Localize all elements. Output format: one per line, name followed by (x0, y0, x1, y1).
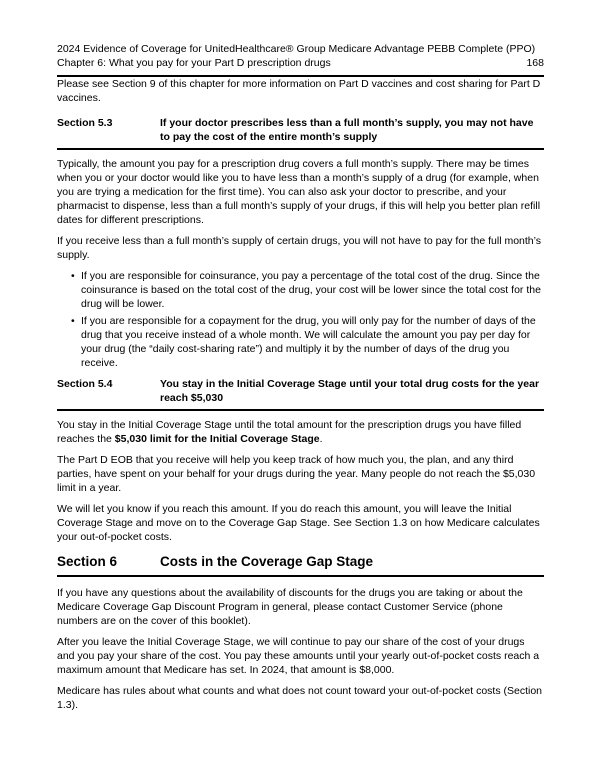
paragraph-text: . (319, 433, 323, 445)
list-item: • If you are responsible for coinsurance, you pay a percentage of the total cost of the drug. Since the coinsurance is based on the total cost of the drug, your cost will be lower since the total cost for the drug will be lower. (71, 269, 544, 311)
section-5-3-label: Section 5.3 (57, 117, 113, 129)
bold-limit-text: $5,030 limit for the Initial Coverage Stage (114, 433, 320, 445)
section-6-heading (57, 553, 544, 577)
section-5-4-label: Section 5.4 (57, 378, 113, 390)
header-meta-row (57, 56, 544, 70)
section-5-4-heading (57, 377, 544, 411)
section-6-title: Costs in the Coverage Gap Stage (160, 554, 374, 569)
section-5-3-title: If your doctor prescribes less than a full month’s supply, you may not have to pay the cost of the entire month’s supply (160, 117, 534, 143)
paragraph: If you have any questions about the availability of discounts for the drugs you are taking or about the Medicare Coverage Gap Discount Program in general, please contact Customer Service (phone numbers are on the cover of this booklet). (57, 587, 523, 627)
section-6 (57, 553, 544, 712)
paragraph: Medicare has rules about what counts and what does not count toward your out-of-pocket costs (Section 1.3). (57, 685, 543, 711)
paragraph: We will let you know if you reach this amount. If you do reach this amount, you will leave the Initial Coverage Stage and move on to the Coverage Gap Stage. See Section 1.3 on how Medicare calculates your out-of-pocket costs. (57, 503, 540, 543)
header-title: 2024 Evidence of Coverage for UnitedHealthcare® Group Medicare Advantage PEBB Complete (PPO) (57, 43, 536, 55)
list-item: • If you are responsible for a copayment for the drug, you will only pay for the number of days of the drug that you receive instead of a whole month. We will calculate the amount you pay per day for your drug (the “daily cost-sharing rate”) and multiply it by the number of days of the drug you receive. (71, 314, 544, 370)
paragraph (57, 418, 544, 446)
page-header (57, 42, 544, 77)
section-5-4-title: You stay in the Initial Coverage Stage until your total drug costs for the year reach $5,030 (160, 378, 540, 404)
paragraph: The Part D EOB that you receive will help you keep track of how much you, the plan, and any third parties, have spent on your behalf for your drugs during the year. Many people do not reach the $5,030 limit in a year. (57, 454, 536, 494)
bullet-list (57, 269, 544, 370)
section-6-label: Section 6 (57, 554, 118, 569)
intro-paragraph: Please see Section 9 of this chapter for more information on Part D vaccines and cost sharing for Part D vaccines. (57, 78, 541, 104)
paragraph: Typically, the amount you pay for a prescription drug covers a full month’s supply. There may be times when you or your doctor would like you to have less than a month’s supply of a drug (for example, when you are trying a medication for the first time). You can also ask your doctor to prescribe, and your pharmacist to dispense, less than a full month’s supply of your drugs, if this will help you better plan refill dates for different prescriptions. (57, 158, 541, 226)
section-5-3 (57, 116, 544, 370)
header-chapter: Chapter 6: What you pay for your Part D prescription drugs (57, 57, 331, 69)
section-5-3-heading (57, 116, 544, 150)
paragraph: After you leave the Initial Coverage Stage, we will continue to pay our share of the cost of your drugs and you pay your share of the cost. You pay these amounts until your yearly out-of-pocket costs reach a maximum amount that Medicare has set. In 2024, that amount is $8,000. (57, 636, 540, 676)
paragraph-text: You stay in the Initial Coverage Stage until the total amount for the prescription drugs you have filled reaches the (57, 419, 522, 445)
paragraph: If you receive less than a full month’s supply of certain drugs, you will not have to pay for the full month’s supply. (57, 235, 542, 261)
page-number: 168 (526, 57, 544, 69)
section-5-4 (57, 377, 544, 544)
